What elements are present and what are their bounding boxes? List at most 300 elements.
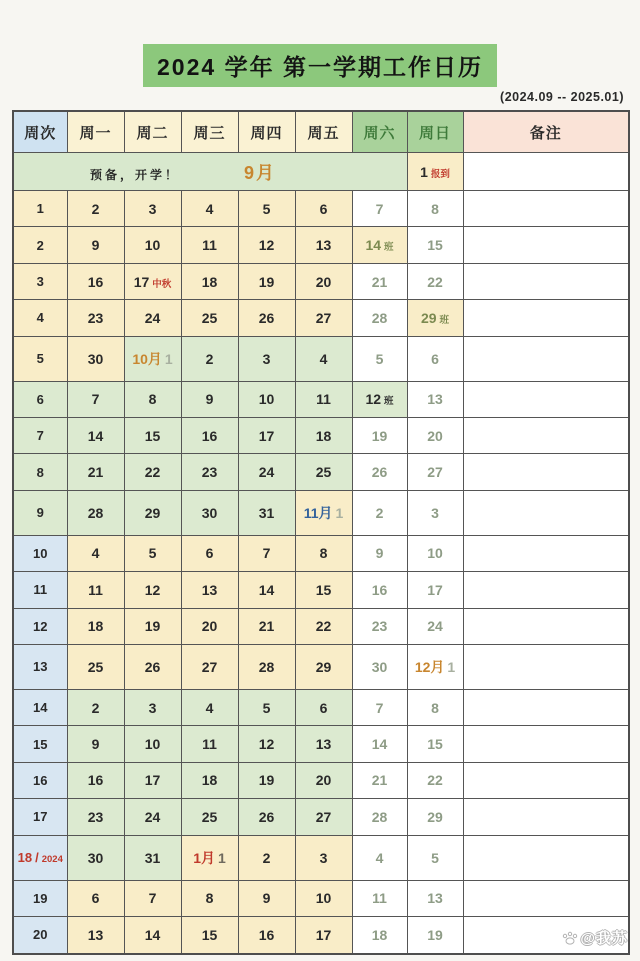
cell-text: 10 (315, 890, 332, 907)
day-cell (295, 689, 352, 725)
day-cell (67, 916, 124, 954)
day-cell (124, 454, 181, 490)
day-cell (181, 300, 238, 336)
month-label: 9月 (244, 162, 277, 183)
day-cell (124, 336, 181, 381)
cell-text: 1 (335, 504, 344, 521)
day-cell (124, 645, 181, 690)
day-cell (181, 916, 238, 954)
day-cell (67, 418, 124, 454)
header-cell: 周四 (238, 111, 295, 153)
note-cell (463, 880, 629, 916)
cell-text: 24 (144, 808, 161, 825)
note-cell (463, 799, 629, 835)
day-cell (67, 454, 124, 490)
cell-text: 31 (144, 849, 161, 866)
week-row-6 (13, 381, 629, 417)
day-cell (124, 300, 181, 336)
note-cell (463, 726, 629, 762)
cell-text: 10 (258, 391, 275, 408)
day-cell (407, 227, 463, 263)
cell-text: 17 (258, 427, 275, 444)
day-cell (352, 608, 407, 644)
day-cell (352, 336, 407, 381)
day-cell (181, 572, 238, 608)
cell-text: 5 (36, 351, 44, 367)
cell-text: 9 (375, 545, 384, 562)
cell-text: 6 (319, 200, 328, 217)
cell-text: 29 (144, 504, 161, 521)
week-row-8 (13, 454, 629, 490)
day-cell (67, 880, 124, 916)
day-cell (124, 490, 181, 535)
cell-text: 12 (258, 237, 275, 254)
cell-text: 14 (365, 237, 382, 254)
day-cell (181, 689, 238, 725)
week-row-17 (13, 799, 629, 835)
week-row-9 (13, 490, 629, 535)
note-cell (463, 572, 629, 608)
day-cell (407, 418, 463, 454)
week-row-2 (13, 227, 629, 263)
day-cell (295, 645, 352, 690)
day-cell (238, 381, 295, 417)
cell-text: 16 (201, 427, 218, 444)
note-cell (463, 300, 629, 336)
cell-text: 8 (205, 890, 214, 907)
cell-text: 3 (319, 849, 328, 866)
day-cell (295, 454, 352, 490)
cell-text: 班 (439, 314, 450, 326)
day-cell (181, 227, 238, 263)
cell-text: 9 (36, 505, 44, 521)
day-cell (295, 263, 352, 299)
cell-text: 18 (17, 850, 33, 866)
note-cell (463, 336, 629, 381)
day-cell (181, 799, 238, 835)
cell-text: 2024 (41, 854, 63, 866)
cell-text: 22 (315, 618, 332, 635)
note-cell (463, 490, 629, 535)
cell-text: 20 (315, 772, 332, 789)
header-cell: 周次 (13, 111, 67, 153)
cell-text: 2 (91, 200, 100, 217)
day-cell (295, 762, 352, 798)
day-cell (181, 535, 238, 571)
week-number (13, 916, 67, 954)
cell-text: 14 (144, 926, 161, 943)
day-cell (181, 454, 238, 490)
day-cell (295, 880, 352, 916)
cell-text: 27 (201, 658, 218, 675)
day-cell (181, 645, 238, 690)
cell-text: 7 (148, 890, 157, 907)
cell-text: 2 (205, 350, 214, 367)
cell-text: 2 (36, 237, 44, 253)
cell-text: 5 (375, 350, 384, 367)
day-cell (407, 835, 463, 880)
day-cell (67, 835, 124, 880)
day-cell (67, 263, 124, 299)
cell-text: 23 (87, 808, 104, 825)
week-row-15 (13, 726, 629, 762)
cell-text: 15 (315, 581, 332, 598)
cell-text: 4 (205, 699, 214, 716)
cell-text: 报到 (430, 168, 450, 180)
cell-text: 1 (164, 350, 173, 367)
day-cell (67, 762, 124, 798)
day-cell (407, 454, 463, 490)
cell-text: 5 (148, 545, 157, 562)
day-cell (67, 191, 124, 227)
day-cell (295, 191, 352, 227)
day-cell (295, 799, 352, 835)
day-cell (295, 300, 352, 336)
cell-text: 3 (431, 504, 439, 521)
week-number (13, 835, 67, 880)
day-cell (407, 263, 463, 299)
note-cell (463, 227, 629, 263)
note-cell (463, 535, 629, 571)
cell-text: 21 (371, 772, 388, 789)
note-cell (463, 153, 629, 191)
cell-text: 11 (202, 736, 217, 753)
day-cell (407, 645, 463, 690)
title-wrap (0, 44, 640, 87)
day-cell (407, 300, 463, 336)
cell-text: 10 (427, 545, 443, 562)
week-row-3 (13, 263, 629, 299)
cell-text: 8 (36, 464, 44, 480)
cell-text: 15 (201, 926, 218, 943)
day-cell (181, 336, 238, 381)
week-number (13, 689, 67, 725)
day-cell (295, 418, 352, 454)
day-cell (407, 762, 463, 798)
day-cell (352, 645, 407, 690)
day-cell (67, 535, 124, 571)
cell-text: 7 (91, 391, 100, 408)
day-cell (181, 608, 238, 644)
september-banner (13, 153, 407, 191)
day-cell (407, 535, 463, 571)
day-cell (67, 689, 124, 725)
week-number (13, 263, 67, 299)
cell-text: 20 (33, 927, 48, 943)
header-cell: 周三 (181, 111, 238, 153)
cell-text: 13 (427, 890, 443, 907)
cell-text: 11 (316, 391, 331, 408)
cell-text: 9 (91, 736, 100, 753)
cell-text: 19 (258, 772, 275, 789)
cell-text: 4 (319, 350, 328, 367)
cell-text: 12 (144, 581, 161, 598)
note-cell (463, 762, 629, 798)
day-cell (295, 336, 352, 381)
day-cell (352, 263, 407, 299)
day-cell (238, 263, 295, 299)
cell-text: 14 (371, 736, 388, 753)
cell-text: 8 (148, 391, 157, 408)
cell-text: 2 (375, 504, 384, 521)
cell-text: 18 (87, 618, 104, 635)
day-cell (124, 263, 181, 299)
week-row-14 (13, 689, 629, 725)
day-cell (124, 381, 181, 417)
cell-text: 5 (262, 699, 271, 716)
day-cell (407, 726, 463, 762)
cell-text: 9 (91, 237, 100, 254)
day-cell (181, 726, 238, 762)
cell-text: 18 (201, 273, 218, 290)
day-cell (238, 726, 295, 762)
day-cell (124, 762, 181, 798)
cell-text: 6 (36, 391, 44, 407)
cell-text: 3 (36, 274, 44, 290)
cell-text: 13 (87, 926, 104, 943)
day-cell (238, 799, 295, 835)
cell-text: 19 (258, 273, 275, 290)
day-cell (352, 726, 407, 762)
day-cell (407, 689, 463, 725)
cell-text: 22 (144, 464, 161, 481)
cell-text: 17 (427, 581, 443, 598)
cell-text: 23 (87, 309, 104, 326)
cell-text: 11 (88, 581, 103, 598)
calendar-table (12, 110, 630, 955)
day-cell (352, 689, 407, 725)
cell-text: 7 (375, 200, 384, 217)
cell-text: 3 (262, 350, 271, 367)
week-number (13, 645, 67, 690)
day-cell (352, 454, 407, 490)
cell-text: 6 (91, 890, 100, 907)
cell-text: 25 (315, 464, 332, 481)
cell-text: 16 (87, 772, 104, 789)
day-cell (352, 418, 407, 454)
cell-text: 24 (144, 309, 161, 326)
cell-text: 19 (371, 427, 388, 444)
week-row-13 (13, 645, 629, 690)
cell-text: 24 (427, 618, 443, 635)
page-title: 2024 学年 第一学期工作日历 (143, 44, 497, 87)
day-cell (67, 608, 124, 644)
day-cell (181, 418, 238, 454)
cell-text: 29 (427, 808, 443, 825)
week-number (13, 454, 67, 490)
day-cell (238, 835, 295, 880)
cell-text: 4 (36, 310, 44, 326)
week-number (13, 572, 67, 608)
cell-text: 6 (319, 699, 328, 716)
day-cell (67, 336, 124, 381)
cell-text: 18 (371, 926, 388, 943)
day-cell (124, 916, 181, 954)
day-cell (238, 916, 295, 954)
day-cell (238, 535, 295, 571)
watermark-text: @我苏 (580, 930, 628, 947)
cell-text: 23 (371, 618, 388, 635)
day-cell (238, 418, 295, 454)
cell-text: 1 (36, 201, 44, 217)
note-cell (463, 835, 629, 880)
cell-text: 10 (33, 545, 48, 561)
day-cell (407, 572, 463, 608)
cell-text: 20 (201, 618, 218, 635)
cell-text: 28 (371, 309, 388, 326)
cell-text: 12 (258, 736, 275, 753)
cell-text: 24 (258, 464, 275, 481)
cell-text: 19 (33, 890, 48, 906)
cell-text: 15 (144, 427, 161, 444)
day-cell (407, 880, 463, 916)
cell-text: 11月 (303, 504, 333, 521)
cell-text: 17 (133, 273, 150, 290)
header-cell: 备注 (463, 111, 629, 153)
cell-text: 16 (258, 926, 275, 943)
day-cell (181, 381, 238, 417)
cell-text: 17 (315, 926, 332, 943)
note-cell (463, 454, 629, 490)
cell-text: 21 (87, 464, 104, 481)
cell-text: 8 (431, 200, 439, 217)
note-cell (463, 191, 629, 227)
cell-text: 13 (315, 237, 332, 254)
header-cell: 周二 (124, 111, 181, 153)
cell-text: 22 (427, 273, 443, 290)
week-row-5 (13, 336, 629, 381)
cell-text: 16 (371, 581, 388, 598)
day-cell (352, 535, 407, 571)
day-cell (407, 381, 463, 417)
cell-text: 8 (319, 545, 328, 562)
week-number (13, 418, 67, 454)
cell-text: 8 (431, 699, 439, 716)
day-cell (295, 726, 352, 762)
week-row-12 (13, 608, 629, 644)
cell-text: 26 (144, 658, 161, 675)
cell-text: 26 (258, 808, 275, 825)
cell-text: 10月 (132, 350, 162, 367)
cell-text: 1月 (193, 849, 215, 866)
day-cell (295, 916, 352, 954)
cell-text: 4 (91, 545, 100, 562)
cell-text: 13 (33, 659, 48, 675)
cell-text: 25 (201, 808, 218, 825)
note-cell (463, 608, 629, 644)
cell-text: 16 (87, 273, 104, 290)
week-number (13, 762, 67, 798)
week-row-7 (13, 418, 629, 454)
cell-text: 4 (205, 200, 214, 217)
day-cell (124, 689, 181, 725)
week-row-1 (13, 191, 629, 227)
cell-text: 30 (87, 849, 104, 866)
day-cell (124, 726, 181, 762)
cell-text: 14 (258, 581, 275, 598)
cell-text: 1 (447, 658, 456, 675)
day-cell (352, 381, 407, 417)
cell-text: 21 (371, 273, 388, 290)
day-cell (238, 645, 295, 690)
day-cell (181, 263, 238, 299)
cell-text: 13 (201, 581, 218, 598)
day-cell (238, 762, 295, 798)
day-cell (124, 191, 181, 227)
week-number (13, 191, 67, 227)
cell-text: 22 (427, 772, 443, 789)
day-cell (238, 689, 295, 725)
cell-text: 中秋 (152, 278, 172, 290)
cell-text: 27 (315, 309, 332, 326)
day-cell (124, 608, 181, 644)
cell-text: 9 (205, 391, 214, 408)
day-cell-report (407, 153, 463, 191)
cell-text: 13 (315, 736, 332, 753)
week-row-16 (13, 762, 629, 798)
day-cell (352, 191, 407, 227)
day-cell (352, 880, 407, 916)
cell-text: 5 (262, 200, 271, 217)
week-number (13, 880, 67, 916)
day-cell (238, 880, 295, 916)
cell-text: 28 (371, 808, 388, 825)
week-row-4 (13, 300, 629, 336)
day-cell (67, 227, 124, 263)
day-cell (124, 535, 181, 571)
header-row (13, 111, 629, 153)
cell-text: 17 (33, 809, 48, 825)
day-cell (67, 572, 124, 608)
day-cell (67, 300, 124, 336)
note-cell (463, 263, 629, 299)
semester-start-label: 预备，开学！ (90, 167, 181, 182)
header-cell: 周一 (67, 111, 124, 153)
day-cell (407, 490, 463, 535)
cell-text: 10 (144, 736, 161, 753)
day-cell (181, 880, 238, 916)
cell-text: 班 (384, 242, 394, 254)
day-cell (352, 762, 407, 798)
day-cell (295, 608, 352, 644)
header-cell: 周五 (295, 111, 352, 153)
cell-text: 28 (87, 504, 104, 521)
day-cell (181, 835, 238, 880)
day-cell (238, 572, 295, 608)
day-cell (67, 490, 124, 535)
cell-text: 10 (144, 237, 161, 254)
week-number (13, 608, 67, 644)
cell-text: 15 (33, 736, 48, 752)
week-row-18 (13, 835, 629, 880)
cell-text: 9 (262, 890, 271, 907)
day-cell (295, 535, 352, 571)
day-cell (352, 572, 407, 608)
cell-text: 17 (144, 772, 161, 789)
day-cell (352, 835, 407, 880)
day-cell (181, 191, 238, 227)
cell-text: 29 (420, 309, 437, 326)
day-cell (124, 227, 181, 263)
day-cell (238, 336, 295, 381)
cell-text: 15 (427, 736, 443, 753)
cell-text: 30 (201, 504, 218, 521)
day-cell (295, 572, 352, 608)
cell-text: 18 (315, 427, 332, 444)
cell-text: 25 (87, 658, 104, 675)
day-cell (407, 608, 463, 644)
cell-text: / (35, 850, 39, 866)
